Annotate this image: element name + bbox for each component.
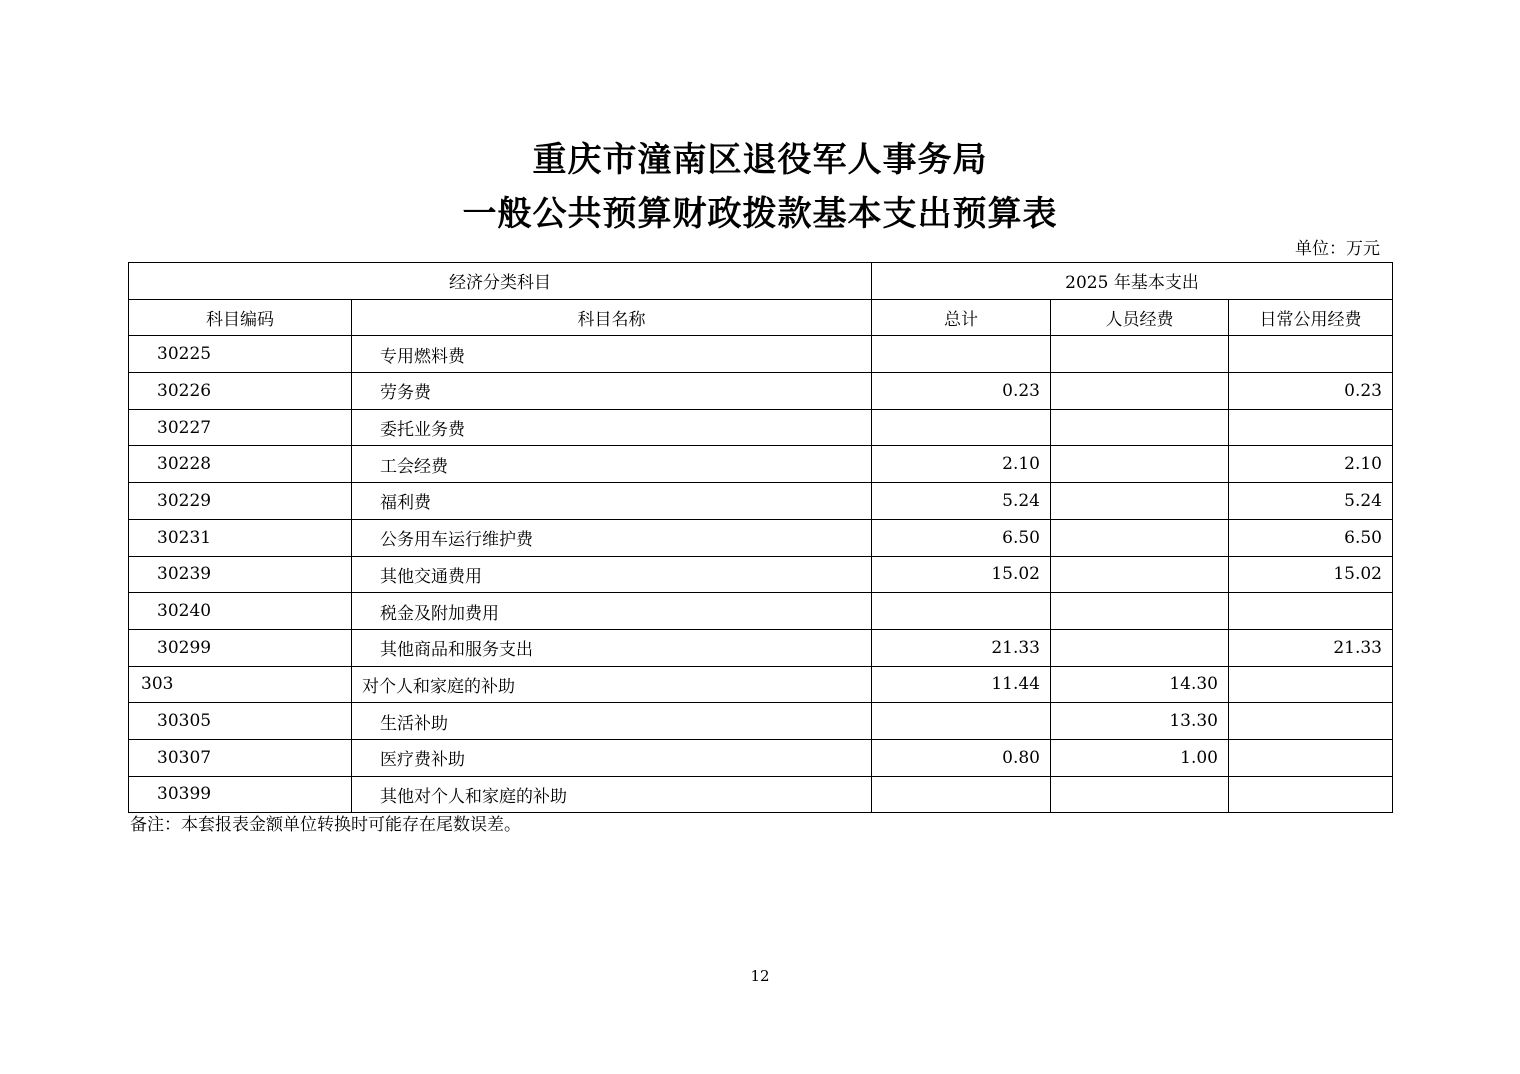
group-header-row <box>129 263 1393 300</box>
cell-name: 福利费 <box>352 483 872 520</box>
cell-total: 0.80 <box>872 739 1051 776</box>
cell-code: 30231 <box>129 519 352 556</box>
cell-public: 5.24 <box>1229 483 1393 520</box>
cell-code: 30399 <box>129 776 352 813</box>
table-row <box>129 776 1393 813</box>
cell-name: 公务用车运行维护费 <box>352 519 872 556</box>
header-public: 日常公用经费 <box>1229 299 1393 336</box>
table-row <box>129 703 1393 740</box>
cell-public <box>1229 336 1393 373</box>
cell-personnel <box>1051 373 1229 410</box>
cell-total: 11.44 <box>872 666 1051 703</box>
cell-public <box>1229 703 1393 740</box>
cell-total: 0.23 <box>872 373 1051 410</box>
header-code: 科目编码 <box>129 299 352 336</box>
cell-personnel <box>1051 409 1229 446</box>
header-name: 科目名称 <box>352 299 872 336</box>
cell-total: 2.10 <box>872 446 1051 483</box>
cell-public <box>1229 739 1393 776</box>
column-header-row <box>129 299 1393 336</box>
budget-table <box>128 262 1393 813</box>
cell-code: 30225 <box>129 336 352 373</box>
cell-public: 15.02 <box>1229 556 1393 593</box>
table-row <box>129 666 1393 703</box>
cell-total <box>872 409 1051 446</box>
cell-public <box>1229 666 1393 703</box>
cell-public <box>1229 593 1393 630</box>
cell-total <box>872 776 1051 813</box>
header-personnel: 人员经费 <box>1051 299 1229 336</box>
cell-public <box>1229 776 1393 813</box>
cell-code: 30239 <box>129 556 352 593</box>
cell-name: 劳务费 <box>352 373 872 410</box>
table-row <box>129 739 1393 776</box>
table-row <box>129 373 1393 410</box>
cell-name: 专用燃料费 <box>352 336 872 373</box>
cell-code: 30228 <box>129 446 352 483</box>
cell-total <box>872 703 1051 740</box>
cell-personnel: 1.00 <box>1051 739 1229 776</box>
cell-personnel <box>1051 336 1229 373</box>
page-number: 12 <box>750 967 770 985</box>
cell-name: 其他交通费用 <box>352 556 872 593</box>
cell-personnel: 13.30 <box>1051 703 1229 740</box>
footnote: 备注：本套报表金额单位转换时可能存在尾数误差。 <box>130 815 521 835</box>
cell-public: 6.50 <box>1229 519 1393 556</box>
header-total: 总计 <box>872 299 1051 336</box>
cell-code: 303 <box>129 666 352 703</box>
cell-personnel <box>1051 446 1229 483</box>
cell-personnel <box>1051 556 1229 593</box>
cell-personnel <box>1051 483 1229 520</box>
cell-public: 21.33 <box>1229 629 1393 666</box>
header-economic-classification: 经济分类科目 <box>129 263 872 300</box>
table-row <box>129 556 1393 593</box>
header-basic-expenditure: 2025 年基本支出 <box>872 263 1393 300</box>
cell-personnel <box>1051 776 1229 813</box>
cell-total: 6.50 <box>872 519 1051 556</box>
cell-code: 30305 <box>129 703 352 740</box>
cell-total <box>872 336 1051 373</box>
cell-total: 5.24 <box>872 483 1051 520</box>
cell-name: 生活补助 <box>352 703 872 740</box>
cell-name: 其他对个人和家庭的补助 <box>352 776 872 813</box>
table-row <box>129 483 1393 520</box>
table-row <box>129 336 1393 373</box>
page-subtitle: 一般公共预算财政拨款基本支出预算表 <box>462 194 1058 234</box>
cell-public: 0.23 <box>1229 373 1393 410</box>
cell-code: 30307 <box>129 739 352 776</box>
cell-code: 30227 <box>129 409 352 446</box>
cell-personnel <box>1051 593 1229 630</box>
cell-personnel <box>1051 519 1229 556</box>
table-row <box>129 519 1393 556</box>
cell-name: 税金及附加费用 <box>352 593 872 630</box>
cell-code: 30229 <box>129 483 352 520</box>
table-row <box>129 446 1393 483</box>
cell-personnel <box>1051 629 1229 666</box>
cell-code: 30299 <box>129 629 352 666</box>
cell-code: 30240 <box>129 593 352 630</box>
cell-name: 其他商品和服务支出 <box>352 629 872 666</box>
table-row <box>129 629 1393 666</box>
cell-personnel: 14.30 <box>1051 666 1229 703</box>
cell-code: 30226 <box>129 373 352 410</box>
page-title: 重庆市潼南区退役军人事务局 <box>532 140 988 180</box>
table-row <box>129 593 1393 630</box>
cell-name: 委托业务费 <box>352 409 872 446</box>
cell-total: 21.33 <box>872 629 1051 666</box>
cell-public: 2.10 <box>1229 446 1393 483</box>
cell-name: 对个人和家庭的补助 <box>352 666 872 703</box>
cell-public <box>1229 409 1393 446</box>
cell-total <box>872 593 1051 630</box>
cell-name: 工会经费 <box>352 446 872 483</box>
table-row <box>129 409 1393 446</box>
unit-label: 单位：万元 <box>1295 239 1380 259</box>
cell-total: 15.02 <box>872 556 1051 593</box>
cell-name: 医疗费补助 <box>352 739 872 776</box>
